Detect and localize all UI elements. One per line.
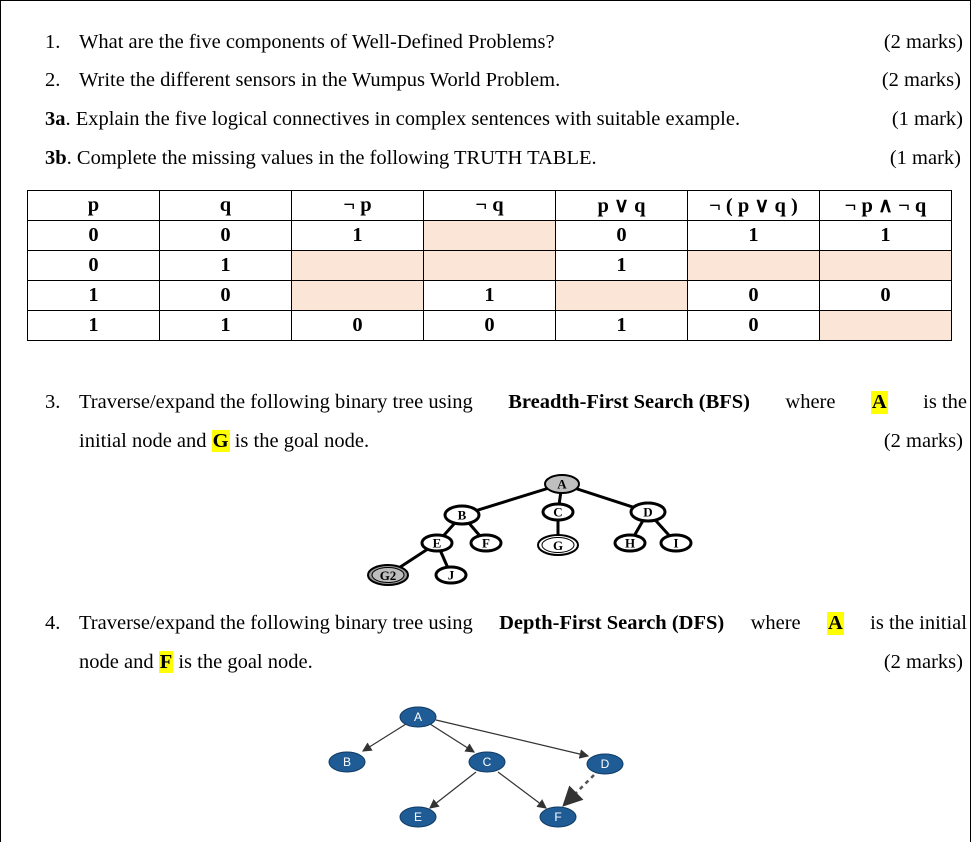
bfs-line2-a: initial node and <box>79 430 212 452</box>
question-number: 3a <box>45 108 66 130</box>
svg-text:B: B <box>457 507 467 523</box>
svg-text:G2: G2 <box>379 568 397 583</box>
question-number: 2. <box>45 69 61 91</box>
table-header: p ∨ q <box>556 191 688 221</box>
svg-text:D: D <box>643 504 653 520</box>
question-marks: (1 mark) <box>891 108 963 130</box>
table-header: ¬ p ∧ ¬ q <box>820 191 952 221</box>
table-cell: 1 <box>160 311 292 341</box>
dfs-line1-c: is the initial <box>870 612 967 634</box>
table-cell: 1 <box>556 311 688 341</box>
question-text: Write the different sensors in the Wumpus World Problem. <box>79 69 561 91</box>
question-number: 1. <box>45 31 61 53</box>
table-cell: 0 <box>820 281 952 311</box>
table-cell: 1 <box>424 281 556 311</box>
svg-text:C: C <box>553 504 563 520</box>
table-cell: 0 <box>160 221 292 251</box>
initial-node-highlight: A <box>871 391 887 413</box>
table-cell: 0 <box>688 311 820 341</box>
question-marks: (2 marks) <box>883 430 963 452</box>
question-number: 4. <box>45 612 61 634</box>
svg-text:G: G <box>552 538 564 553</box>
goal-node-highlight: G <box>212 430 229 452</box>
table-cell: 1 <box>160 251 292 281</box>
dfs-line2-b: is the goal node. <box>173 651 313 673</box>
table-header: ¬ q <box>424 191 556 221</box>
dfs-method: Depth-First Search (DFS) <box>499 612 725 634</box>
table-cell: 1 <box>556 251 688 281</box>
question-marks: (2 marks) <box>883 31 963 53</box>
table-header: q <box>160 191 292 221</box>
dfs-line2-a: node and <box>79 651 159 673</box>
question-marks: (1 mark) <box>889 147 961 169</box>
bfs-method: Breadth-First Search (BFS) <box>508 391 750 413</box>
question-text: What are the five components of Well-Defined Problems? <box>79 31 555 53</box>
table-cell: 1 <box>28 281 160 311</box>
question-number: 3b <box>45 147 67 169</box>
table-cell: 1 <box>292 221 424 251</box>
dfs-node-label: E <box>413 810 423 824</box>
bfs-line1-a: Traverse/expand the following binary tree using <box>79 391 473 413</box>
bfs-line1-c: is the <box>923 391 967 413</box>
goal-node-highlight: F <box>159 651 173 673</box>
dfs-node-label: F <box>554 810 562 824</box>
dfs-node-label: C <box>482 755 492 769</box>
initial-node-highlight: A <box>828 612 843 634</box>
svg-text:F: F <box>482 535 490 551</box>
table-cell: 0 <box>688 281 820 311</box>
table-cell: 1 <box>688 221 820 251</box>
dfs-node-label: B <box>342 755 352 769</box>
dfs-line1-a: Traverse/expand the following binary tree using <box>79 612 473 634</box>
table-header: p <box>28 191 160 221</box>
question-number: 3. <box>45 391 61 413</box>
dfs-line1-b: where <box>750 612 801 634</box>
table-cell: 0 <box>424 311 556 341</box>
table-cell: 0 <box>556 221 688 251</box>
table-cell: 0 <box>28 251 160 281</box>
dfs-node-label: A <box>413 710 423 724</box>
question-text: . Explain the five logical connectives in complex sentences with suitable example. <box>65 108 741 130</box>
svg-text:A: A <box>557 476 567 492</box>
question-marks: (2 marks) <box>883 651 963 673</box>
bfs-line2-b: is the goal node. <box>229 430 370 452</box>
table-header: ¬ p <box>292 191 424 221</box>
bfs-line1-b: where <box>785 391 836 413</box>
table-cell: 0 <box>292 311 424 341</box>
question-text: . Complete the missing values in the following TRUTH TABLE. <box>66 147 597 169</box>
question-marks: (2 marks) <box>881 69 961 91</box>
svg-text:E: E <box>432 535 442 551</box>
table-cell: 0 <box>160 281 292 311</box>
dfs-node-label: D <box>600 757 610 771</box>
svg-text:J: J <box>447 567 455 583</box>
table-cell: 1 <box>28 311 160 341</box>
table-cell: 1 <box>820 221 952 251</box>
table-header: ¬ ( p ∨ q ) <box>688 191 820 221</box>
svg-text:I: I <box>673 535 679 551</box>
svg-text:H: H <box>624 535 636 551</box>
table-cell: 0 <box>28 221 160 251</box>
